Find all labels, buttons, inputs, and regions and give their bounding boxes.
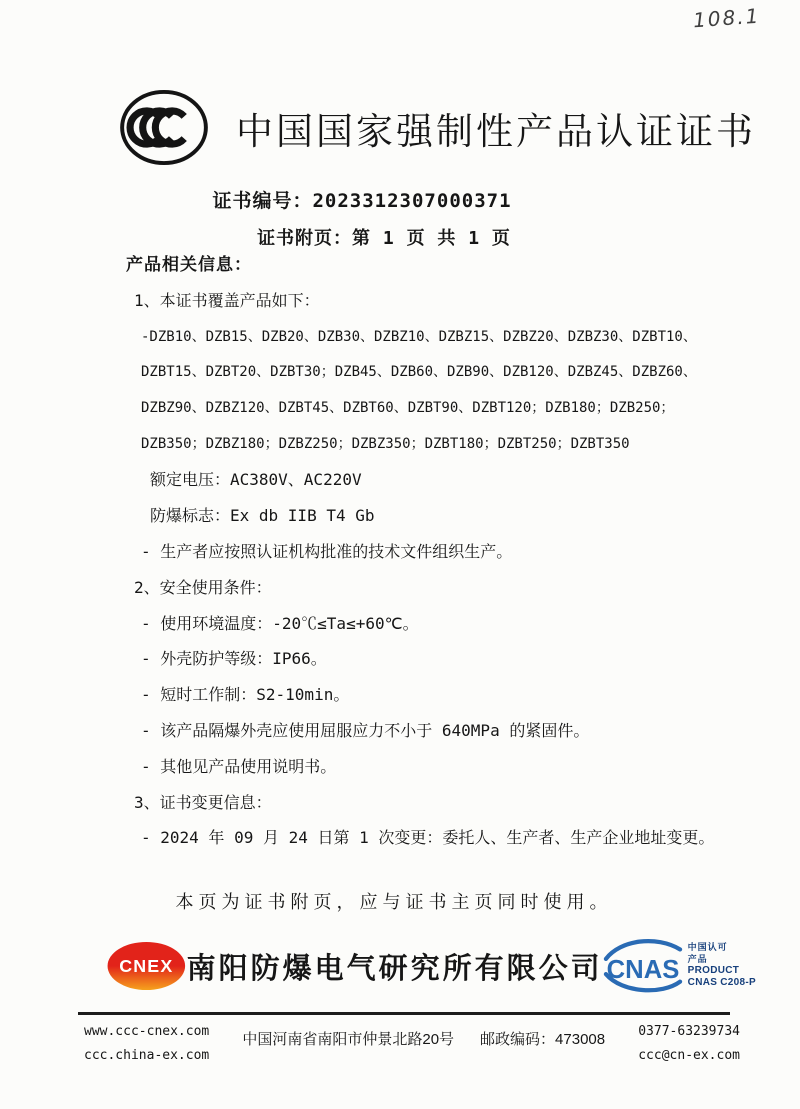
body-line: - 使用环境温度：-20℃≤Ta≤+60℃。 xyxy=(141,613,419,633)
certificate-number: 证书编号：2023312307000371 xyxy=(212,190,512,212)
organization-name: 南阳防爆电气研究所有限公司 xyxy=(186,952,603,985)
cnas-caption-line: PRODUCT xyxy=(687,964,740,976)
svg-text:CNEX: CNEX xyxy=(119,956,174,977)
footer-divider xyxy=(78,1012,730,1015)
postal-address xyxy=(242,1020,605,1049)
usage-note: 本页为证书附页，应与证书主页同时使用。 xyxy=(175,892,613,912)
street-address: 中国河南省南阳市仲景北路20号 xyxy=(242,1031,455,1048)
product-model-line: DZBT15、DZBT20、DZBT30；DZB45、DZB60、DZB90、DZB120、DZBZ45、DZBZ60、 xyxy=(141,364,697,381)
section-heading: 产品相关信息： xyxy=(126,255,252,274)
body-line: 3、证书变更信息： xyxy=(134,792,272,812)
phone-and-email xyxy=(638,1020,740,1068)
product-model-line: -DZB10、DZB15、DZB20、DZB30、DZBZ10、DZBZ15、DZBZ20、DZBZ30、DZBT10、 xyxy=(141,328,697,345)
ccc-mark-icon xyxy=(118,88,210,167)
certificate-header xyxy=(118,88,756,167)
certificate-identification xyxy=(0,186,800,250)
rated-voltage-line: 额定电压：AC380V、AC220V xyxy=(150,470,362,490)
contact-strip xyxy=(84,1020,740,1068)
website-primary: www.ccc-cnex.com xyxy=(84,1024,210,1039)
postal-code: 邮政编码：473008 xyxy=(480,1031,606,1048)
product-model-line: DZB350；DZBZ180；DZBZ250；DZBZ350；DZBT180；DZBT250；DZBT350 xyxy=(141,436,630,453)
change-record-line: - 2024 年 09 月 24 日第 1 次变更：委托人、生产者、生产企业地址变更。 xyxy=(141,828,715,848)
attachment-page-count: 证书附页：第 1 页 共 1 页 xyxy=(257,228,511,249)
issuer-footer xyxy=(106,932,756,1000)
cnas-caption-line: 中国认可 xyxy=(687,942,728,953)
product-information-section xyxy=(126,250,720,855)
cnex-logo-icon xyxy=(106,932,187,1000)
handwritten-page-number: 108.1 xyxy=(691,3,761,33)
ex-marking-line: 防爆标志：Ex db IIB T4 Gb xyxy=(150,506,375,526)
cnas-caption-line: 产品 xyxy=(687,953,708,964)
body-line: - 生产者应按照认证机构批准的技术文件组织生产。 xyxy=(141,541,513,561)
body-line: - 短时工作制：S2-10min。 xyxy=(141,685,350,705)
cnas-caption-line: CNAS C208-P xyxy=(687,977,756,989)
body-line: - 其他见产品使用说明书。 xyxy=(141,756,337,776)
cnas-accreditation-block xyxy=(603,938,756,995)
cnas-logo-icon xyxy=(603,938,683,995)
cnas-caption xyxy=(688,942,756,990)
website-secondary: ccc.china-ex.com xyxy=(84,1048,210,1063)
email-address: ccc@cn-ex.com xyxy=(638,1048,740,1063)
product-model-line: DZBZ90、DZBZ120、DZBT45、DZBT60、DZBT90、DZBT120；DZB180；DZB250； xyxy=(141,400,675,417)
phone-number: 0377-63239734 xyxy=(638,1024,740,1039)
body-line: - 该产品隔爆外壳应使用屈服应力不小于 640MPa 的紧固件。 xyxy=(141,720,590,740)
body-line: 2、安全使用条件： xyxy=(134,577,272,597)
svg-text:CNAS: CNAS xyxy=(606,955,679,984)
body-line: - 外壳防护等级：IP66。 xyxy=(141,649,327,669)
websites xyxy=(84,1020,209,1068)
body-line: 1、本证书覆盖产品如下： xyxy=(134,291,320,311)
certificate-title: 中国国家强制性产品认证证书 xyxy=(236,110,756,152)
